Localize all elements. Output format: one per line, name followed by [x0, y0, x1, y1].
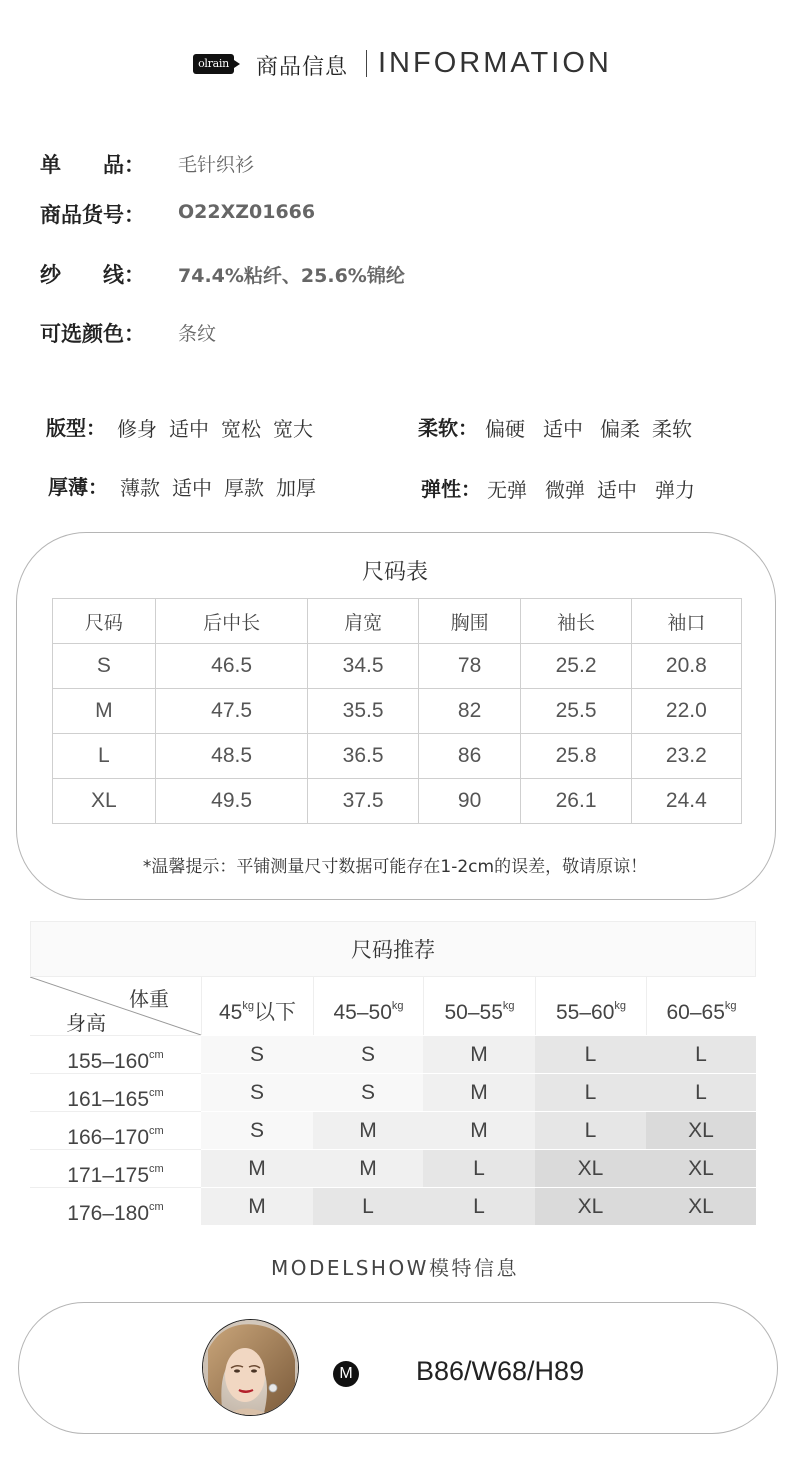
height-row-header: $166-170^{cm}$	[30, 1111, 201, 1149]
table-cell: 24.4	[631, 779, 741, 824]
recommend-size-cell: S	[201, 1073, 313, 1111]
brand-logo	[193, 54, 241, 74]
table-cell: 82	[418, 689, 521, 734]
info-value-sku: O22XZ01666	[178, 201, 316, 223]
attr-label-thickness: 厚薄：	[48, 475, 108, 499]
table-header-cell: 胸围	[418, 599, 521, 644]
corner-label-height: 身高	[66, 1011, 106, 1035]
table-cell: 23.2	[631, 734, 741, 779]
recommend-title: 尺码推荐	[30, 921, 756, 977]
recommend-corner-cell	[30, 977, 201, 1035]
recommend-size-cell: S	[201, 1111, 313, 1149]
table-cell: 37.5	[308, 779, 418, 824]
recommend-size-cell: M	[313, 1149, 423, 1187]
recommend-size-cell: XL	[646, 1187, 756, 1225]
model-portrait-avatar	[202, 1319, 299, 1416]
recommend-size-cell: L	[535, 1073, 646, 1111]
attr-option: 修身	[117, 417, 157, 441]
recommend-size-cell: L	[646, 1035, 756, 1073]
info-label-item: 单 品：	[40, 153, 145, 177]
attr-option-selected: 适中	[597, 474, 637, 503]
recommend-size-cell: XL	[646, 1111, 756, 1149]
recommend-size-cell: M	[423, 1111, 535, 1149]
attr-option: 偏硬	[485, 417, 525, 441]
attr-option: 薄款	[120, 476, 160, 500]
table-header-cell: 袖长	[521, 599, 631, 644]
height-row-header: $176-180^{cm}$	[30, 1187, 201, 1225]
measurement-note: *温馨提示：平铺测量尺寸数据可能存在1-2cm的误差，敬请原谅！	[142, 857, 648, 877]
table-cell: 34.5	[308, 644, 418, 689]
table-header-row	[53, 599, 742, 644]
attr-label-softness: 柔软：	[418, 416, 478, 440]
attr-option: 柔软	[652, 417, 692, 441]
info-label-sku: 商品货号：	[40, 203, 145, 227]
height-row-header: $161-165^{cm}$	[30, 1073, 201, 1111]
table-row	[53, 689, 742, 734]
weight-col-header: $45-50^{kg}$	[313, 977, 423, 1035]
attr-option-selected: 适中	[543, 413, 583, 442]
section-header	[0, 44, 790, 84]
header-title-en: INFORMATION	[378, 47, 612, 79]
recommend-size-cell: M	[201, 1187, 313, 1225]
table-row	[53, 644, 742, 689]
height-row-header: $155-160^{cm}$	[30, 1035, 201, 1073]
recommend-size-cell: L	[423, 1149, 535, 1187]
header-title-cn: 商品信息	[256, 55, 349, 80]
attr-option: 弹力	[655, 478, 695, 502]
table-header-cell: 肩宽	[308, 599, 418, 644]
table-row	[53, 779, 742, 824]
attr-option: 加厚	[276, 476, 316, 500]
table-cell: 25.8	[521, 734, 631, 779]
recommend-size-cell: M	[313, 1111, 423, 1149]
model-portrait-icon	[203, 1320, 299, 1416]
recommend-size-cell: L	[646, 1073, 756, 1111]
table-header-cell: 后中长	[155, 599, 308, 644]
table-cell: 78	[418, 644, 521, 689]
info-label-yarn: 纱 线：	[40, 263, 145, 287]
weight-col-header: $50-55^{kg}$	[423, 977, 535, 1035]
table-cell: 49.5	[155, 779, 308, 824]
model-size-badge: M	[333, 1361, 359, 1387]
attr-option: 微弹	[545, 478, 585, 502]
recommend-size-cell: S	[313, 1035, 423, 1073]
table-cell: 22.0	[631, 689, 741, 734]
size-recommend-table	[30, 921, 756, 1224]
table-cell: 90	[418, 779, 521, 824]
recommend-size-cell: L	[535, 1035, 646, 1073]
recommend-size-cell: XL	[535, 1187, 646, 1225]
header-divider	[366, 50, 367, 77]
recommend-size-cell: S	[313, 1073, 423, 1111]
corner-label-weight: 体重	[129, 987, 169, 1011]
model-show-title: MODELSHOW模特信息	[271, 1256, 519, 1280]
table-cell: 25.2	[521, 644, 631, 689]
logo-text: olrain	[193, 54, 234, 74]
recommend-size-cell: L	[423, 1187, 535, 1225]
model-card	[18, 1302, 778, 1434]
table-cell: L	[53, 734, 156, 779]
table-cell: 26.1	[521, 779, 631, 824]
table-cell: 25.5	[521, 689, 631, 734]
table-header-cell: 袖口	[631, 599, 741, 644]
info-value-color: 条纹	[178, 323, 217, 345]
table-cell: 20.8	[631, 644, 741, 689]
info-label-color: 可选颜色：	[40, 322, 145, 346]
recommend-size-cell: M	[201, 1149, 313, 1187]
recommend-size-cell: M	[423, 1035, 535, 1073]
attr-option: 宽松	[221, 417, 261, 441]
attr-label-fit: 版型：	[46, 416, 106, 440]
table-row	[53, 734, 742, 779]
table-cell: 35.5	[308, 689, 418, 734]
attr-option-selected: 适中	[169, 413, 209, 442]
weight-col-header: $45^{kg}$以下	[201, 977, 313, 1035]
recommend-size-cell: XL	[535, 1149, 646, 1187]
attr-option: 厚款	[224, 476, 264, 500]
attr-option: 无弹	[487, 478, 527, 502]
attr-option: 宽大	[273, 417, 313, 441]
table-cell: M	[53, 689, 156, 734]
table-cell: 86	[418, 734, 521, 779]
info-value-item: 毛针织衫	[178, 154, 255, 176]
attr-label-elasticity: 弹性：	[421, 477, 481, 501]
recommend-size-cell: XL	[646, 1149, 756, 1187]
attr-option: 偏柔	[600, 417, 640, 441]
table-cell: XL	[53, 779, 156, 824]
size-chart-table	[52, 598, 742, 824]
table-cell: 46.5	[155, 644, 308, 689]
corner-diagonal-line	[30, 977, 201, 1035]
table-cell: 47.5	[155, 689, 308, 734]
table-cell: S	[53, 644, 156, 689]
table-header-cell: 尺码	[53, 599, 156, 644]
info-value-yarn: 74.4%粘纤、25.6%锦纶	[178, 265, 405, 287]
logo-arrow-icon	[234, 60, 240, 68]
recommend-size-cell: L	[313, 1187, 423, 1225]
recommend-size-cell: S	[201, 1035, 313, 1073]
table-cell: 36.5	[308, 734, 418, 779]
table-cell: 48.5	[155, 734, 308, 779]
attr-option-selected: 适中	[172, 472, 212, 501]
recommend-size-cell: L	[535, 1111, 646, 1149]
weight-col-header: $60-65^{kg}$	[646, 977, 756, 1035]
weight-col-header: $55-60^{kg}$	[535, 977, 646, 1035]
height-row-header: $171-175^{cm}$	[30, 1149, 201, 1187]
recommend-size-cell: M	[423, 1073, 535, 1111]
model-measurements: B86/W68/H89	[416, 1356, 585, 1386]
size-chart-title: 尺码表	[361, 560, 428, 585]
